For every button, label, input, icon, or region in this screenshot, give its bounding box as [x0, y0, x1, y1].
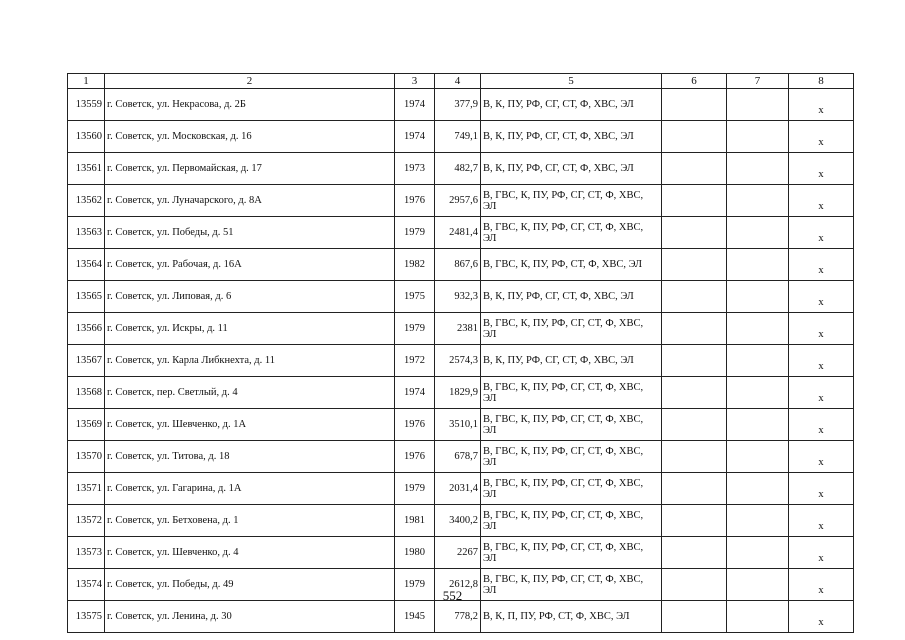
column-8-mark-cell: x — [789, 345, 854, 377]
services-cell: В, ГВС, К, ПУ, РФ, СГ, СТ, Ф, ХВС, ЭЛ — [481, 313, 662, 345]
column-8-mark-cell: x — [789, 121, 854, 153]
page-number: 552 — [442, 588, 463, 603]
table-row — [68, 345, 854, 377]
column-7-cell — [727, 345, 789, 377]
record-number-cell: 13572 — [68, 505, 105, 537]
area-cell: 867,6 — [435, 249, 481, 281]
services-cell: В, ГВС, К, ПУ, РФ, СГ, СТ, Ф, ХВС, ЭЛ — [481, 537, 662, 569]
column-7-cell — [727, 281, 789, 313]
services-cell: В, К, ПУ, РФ, СГ, СТ, Ф, ХВС, ЭЛ — [481, 121, 662, 153]
year-cell: 1979 — [395, 217, 435, 249]
column-7-cell — [727, 473, 789, 505]
year-cell: 1979 — [395, 313, 435, 345]
address-cell: г. Советск, ул. Победы, д. 49 — [105, 569, 395, 601]
table-row — [68, 313, 854, 345]
record-number-cell: 13560 — [68, 121, 105, 153]
record-number-cell: 13565 — [68, 281, 105, 313]
address-cell: г. Советск, ул. Липовая, д. 6 — [105, 281, 395, 313]
column-8-mark-cell: x — [789, 441, 854, 473]
column-6-cell — [662, 505, 727, 537]
area-cell: 2031,4 — [435, 473, 481, 505]
table-row — [68, 505, 854, 537]
column-6-cell — [662, 89, 727, 121]
column-6-cell — [662, 601, 727, 633]
header-cell-1: 1 — [68, 74, 105, 89]
services-cell: В, ГВС, К, ПУ, РФ, СТ, Ф, ХВС, ЭЛ — [481, 249, 662, 281]
record-number-cell: 13570 — [68, 441, 105, 473]
column-6-cell — [662, 249, 727, 281]
area-cell: 377,9 — [435, 89, 481, 121]
table-row — [68, 217, 854, 249]
address-cell: г. Советск, ул. Некрасова, д. 2Б — [105, 89, 395, 121]
column-8-mark-cell: x — [789, 505, 854, 537]
year-cell: 1979 — [395, 569, 435, 601]
column-6-cell — [662, 377, 727, 409]
services-cell: В, К, ПУ, РФ, СГ, СТ, Ф, ХВС, ЭЛ — [481, 345, 662, 377]
year-cell: 1982 — [395, 249, 435, 281]
address-cell: г. Советск, ул. Луначарского, д. 8А — [105, 185, 395, 217]
services-cell: В, К, ПУ, РФ, СГ, СТ, Ф, ХВС, ЭЛ — [481, 281, 662, 313]
column-8-mark-cell: x — [789, 409, 854, 441]
record-number-cell: 13568 — [68, 377, 105, 409]
table-body — [68, 89, 854, 633]
column-8-mark-cell: x — [789, 473, 854, 505]
address-cell: г. Советск, ул. Шевченко, д. 4 — [105, 537, 395, 569]
year-cell: 1975 — [395, 281, 435, 313]
column-6-cell — [662, 345, 727, 377]
record-number-cell: 13569 — [68, 409, 105, 441]
year-cell: 1974 — [395, 89, 435, 121]
year-cell: 1973 — [395, 153, 435, 185]
services-cell: В, К, ПУ, РФ, СГ, СТ, Ф, ХВС, ЭЛ — [481, 153, 662, 185]
column-6-cell — [662, 185, 727, 217]
record-number-cell: 13564 — [68, 249, 105, 281]
column-6-cell — [662, 313, 727, 345]
address-cell: г. Советск, ул. Карла Либкнехта, д. 11 — [105, 345, 395, 377]
area-cell: 932,3 — [435, 281, 481, 313]
column-7-cell — [727, 601, 789, 633]
column-6-cell — [662, 281, 727, 313]
column-6-cell — [662, 473, 727, 505]
column-6-cell — [662, 409, 727, 441]
area-cell: 3400,2 — [435, 505, 481, 537]
area-cell: 2381 — [435, 313, 481, 345]
area-cell: 2957,6 — [435, 185, 481, 217]
address-cell: г. Советск, ул. Бетховена, д. 1 — [105, 505, 395, 537]
column-8-mark-cell: x — [789, 537, 854, 569]
year-cell: 1972 — [395, 345, 435, 377]
column-8-mark-cell: x — [789, 153, 854, 185]
area-cell: 749,1 — [435, 121, 481, 153]
table-row — [68, 473, 854, 505]
area-cell: 482,7 — [435, 153, 481, 185]
area-cell: 2481,4 — [435, 217, 481, 249]
services-cell: В, ГВС, К, ПУ, РФ, СГ, СТ, Ф, ХВС, ЭЛ — [481, 473, 662, 505]
record-number-cell: 13563 — [68, 217, 105, 249]
record-number-cell: 13571 — [68, 473, 105, 505]
column-6-cell — [662, 217, 727, 249]
column-7-cell — [727, 441, 789, 473]
header-cell-2: 2 — [105, 74, 395, 89]
year-cell: 1976 — [395, 441, 435, 473]
column-7-cell — [727, 153, 789, 185]
area-cell: 678,7 — [435, 441, 481, 473]
year-cell: 1976 — [395, 409, 435, 441]
services-cell: В, ГВС, К, ПУ, РФ, СГ, СТ, Ф, ХВС, ЭЛ — [481, 185, 662, 217]
column-7-cell — [727, 313, 789, 345]
column-8-mark-cell: x — [789, 377, 854, 409]
column-7-cell — [727, 505, 789, 537]
column-7-cell — [727, 217, 789, 249]
column-8-mark-cell: x — [789, 569, 854, 601]
area-cell: 2267 — [435, 537, 481, 569]
header-cell-4: 4 — [435, 74, 481, 89]
column-6-cell — [662, 121, 727, 153]
column-6-cell — [662, 441, 727, 473]
column-7-cell — [727, 377, 789, 409]
year-cell: 1980 — [395, 537, 435, 569]
services-cell: В, ГВС, К, ПУ, РФ, СГ, СТ, Ф, ХВС, ЭЛ — [481, 569, 662, 601]
table-row — [68, 249, 854, 281]
table-row — [68, 121, 854, 153]
year-cell: 1945 — [395, 601, 435, 633]
table-row — [68, 281, 854, 313]
header-cell-6: 6 — [662, 74, 727, 89]
column-8-mark-cell: x — [789, 601, 854, 633]
header-row — [68, 74, 854, 89]
address-cell: г. Советск, пер. Светлый, д. 4 — [105, 377, 395, 409]
record-number-cell: 13567 — [68, 345, 105, 377]
area-cell: 2574,3 — [435, 345, 481, 377]
area-cell: 1829,9 — [435, 377, 481, 409]
address-cell: г. Советск, ул. Победы, д. 51 — [105, 217, 395, 249]
record-number-cell: 13573 — [68, 537, 105, 569]
column-8-mark-cell: x — [789, 217, 854, 249]
year-cell: 1974 — [395, 121, 435, 153]
table-row — [68, 153, 854, 185]
services-cell: В, ГВС, К, ПУ, РФ, СГ, СТ, Ф, ХВС, ЭЛ — [481, 505, 662, 537]
address-cell: г. Советск, ул. Рабочая, д. 16А — [105, 249, 395, 281]
address-cell: г. Советск, ул. Шевченко, д. 1А — [105, 409, 395, 441]
table-row — [68, 537, 854, 569]
record-number-cell: 13561 — [68, 153, 105, 185]
record-number-cell: 13566 — [68, 313, 105, 345]
column-6-cell — [662, 537, 727, 569]
area-cell: 3510,1 — [435, 409, 481, 441]
header-cell-8: 8 — [789, 74, 854, 89]
table-row — [68, 441, 854, 473]
services-cell: В, К, П, ПУ, РФ, СТ, Ф, ХВС, ЭЛ — [481, 601, 662, 633]
year-cell: 1976 — [395, 185, 435, 217]
address-cell: г. Советск, ул. Первомайская, д. 17 — [105, 153, 395, 185]
column-7-cell — [727, 537, 789, 569]
housing-registry-table — [67, 73, 854, 633]
table-row — [68, 601, 854, 633]
year-cell: 1974 — [395, 377, 435, 409]
year-cell: 1981 — [395, 505, 435, 537]
record-number-cell: 13575 — [68, 601, 105, 633]
table-row — [68, 185, 854, 217]
column-8-mark-cell: x — [789, 249, 854, 281]
address-cell: г. Советск, ул. Гагарина, д. 1А — [105, 473, 395, 505]
address-cell: г. Советск, ул. Искры, д. 11 — [105, 313, 395, 345]
address-cell: г. Советск, ул. Московская, д. 16 — [105, 121, 395, 153]
services-cell: В, ГВС, К, ПУ, РФ, СГ, СТ, Ф, ХВС, ЭЛ — [481, 377, 662, 409]
column-7-cell — [727, 185, 789, 217]
address-cell: г. Советск, ул. Ленина, д. 30 — [105, 601, 395, 633]
record-number-cell: 13562 — [68, 185, 105, 217]
services-cell: В, ГВС, К, ПУ, РФ, СГ, СТ, Ф, ХВС, ЭЛ — [481, 409, 662, 441]
table-row — [68, 89, 854, 121]
services-cell: В, ГВС, К, ПУ, РФ, СГ, СТ, Ф, ХВС, ЭЛ — [481, 441, 662, 473]
record-number-cell: 13574 — [68, 569, 105, 601]
services-cell: В, ГВС, К, ПУ, РФ, СГ, СТ, Ф, ХВС, ЭЛ — [481, 217, 662, 249]
header-cell-5: 5 — [481, 74, 662, 89]
column-8-mark-cell: x — [789, 185, 854, 217]
area-cell: 2612,8 — [435, 569, 481, 601]
services-cell: В, К, ПУ, РФ, СГ, СТ, Ф, ХВС, ЭЛ — [481, 89, 662, 121]
column-7-cell — [727, 249, 789, 281]
column-7-cell — [727, 409, 789, 441]
record-number-cell: 13559 — [68, 89, 105, 121]
column-7-cell — [727, 89, 789, 121]
header-cell-7: 7 — [727, 74, 789, 89]
column-6-cell — [662, 153, 727, 185]
address-cell: г. Советск, ул. Титова, д. 18 — [105, 441, 395, 473]
table-row — [68, 377, 854, 409]
column-8-mark-cell: x — [789, 89, 854, 121]
header-cell-3: 3 — [395, 74, 435, 89]
table-row — [68, 409, 854, 441]
year-cell: 1979 — [395, 473, 435, 505]
area-cell: 778,2 — [435, 601, 481, 633]
column-8-mark-cell: x — [789, 281, 854, 313]
column-7-cell — [727, 121, 789, 153]
column-8-mark-cell: x — [789, 313, 854, 345]
